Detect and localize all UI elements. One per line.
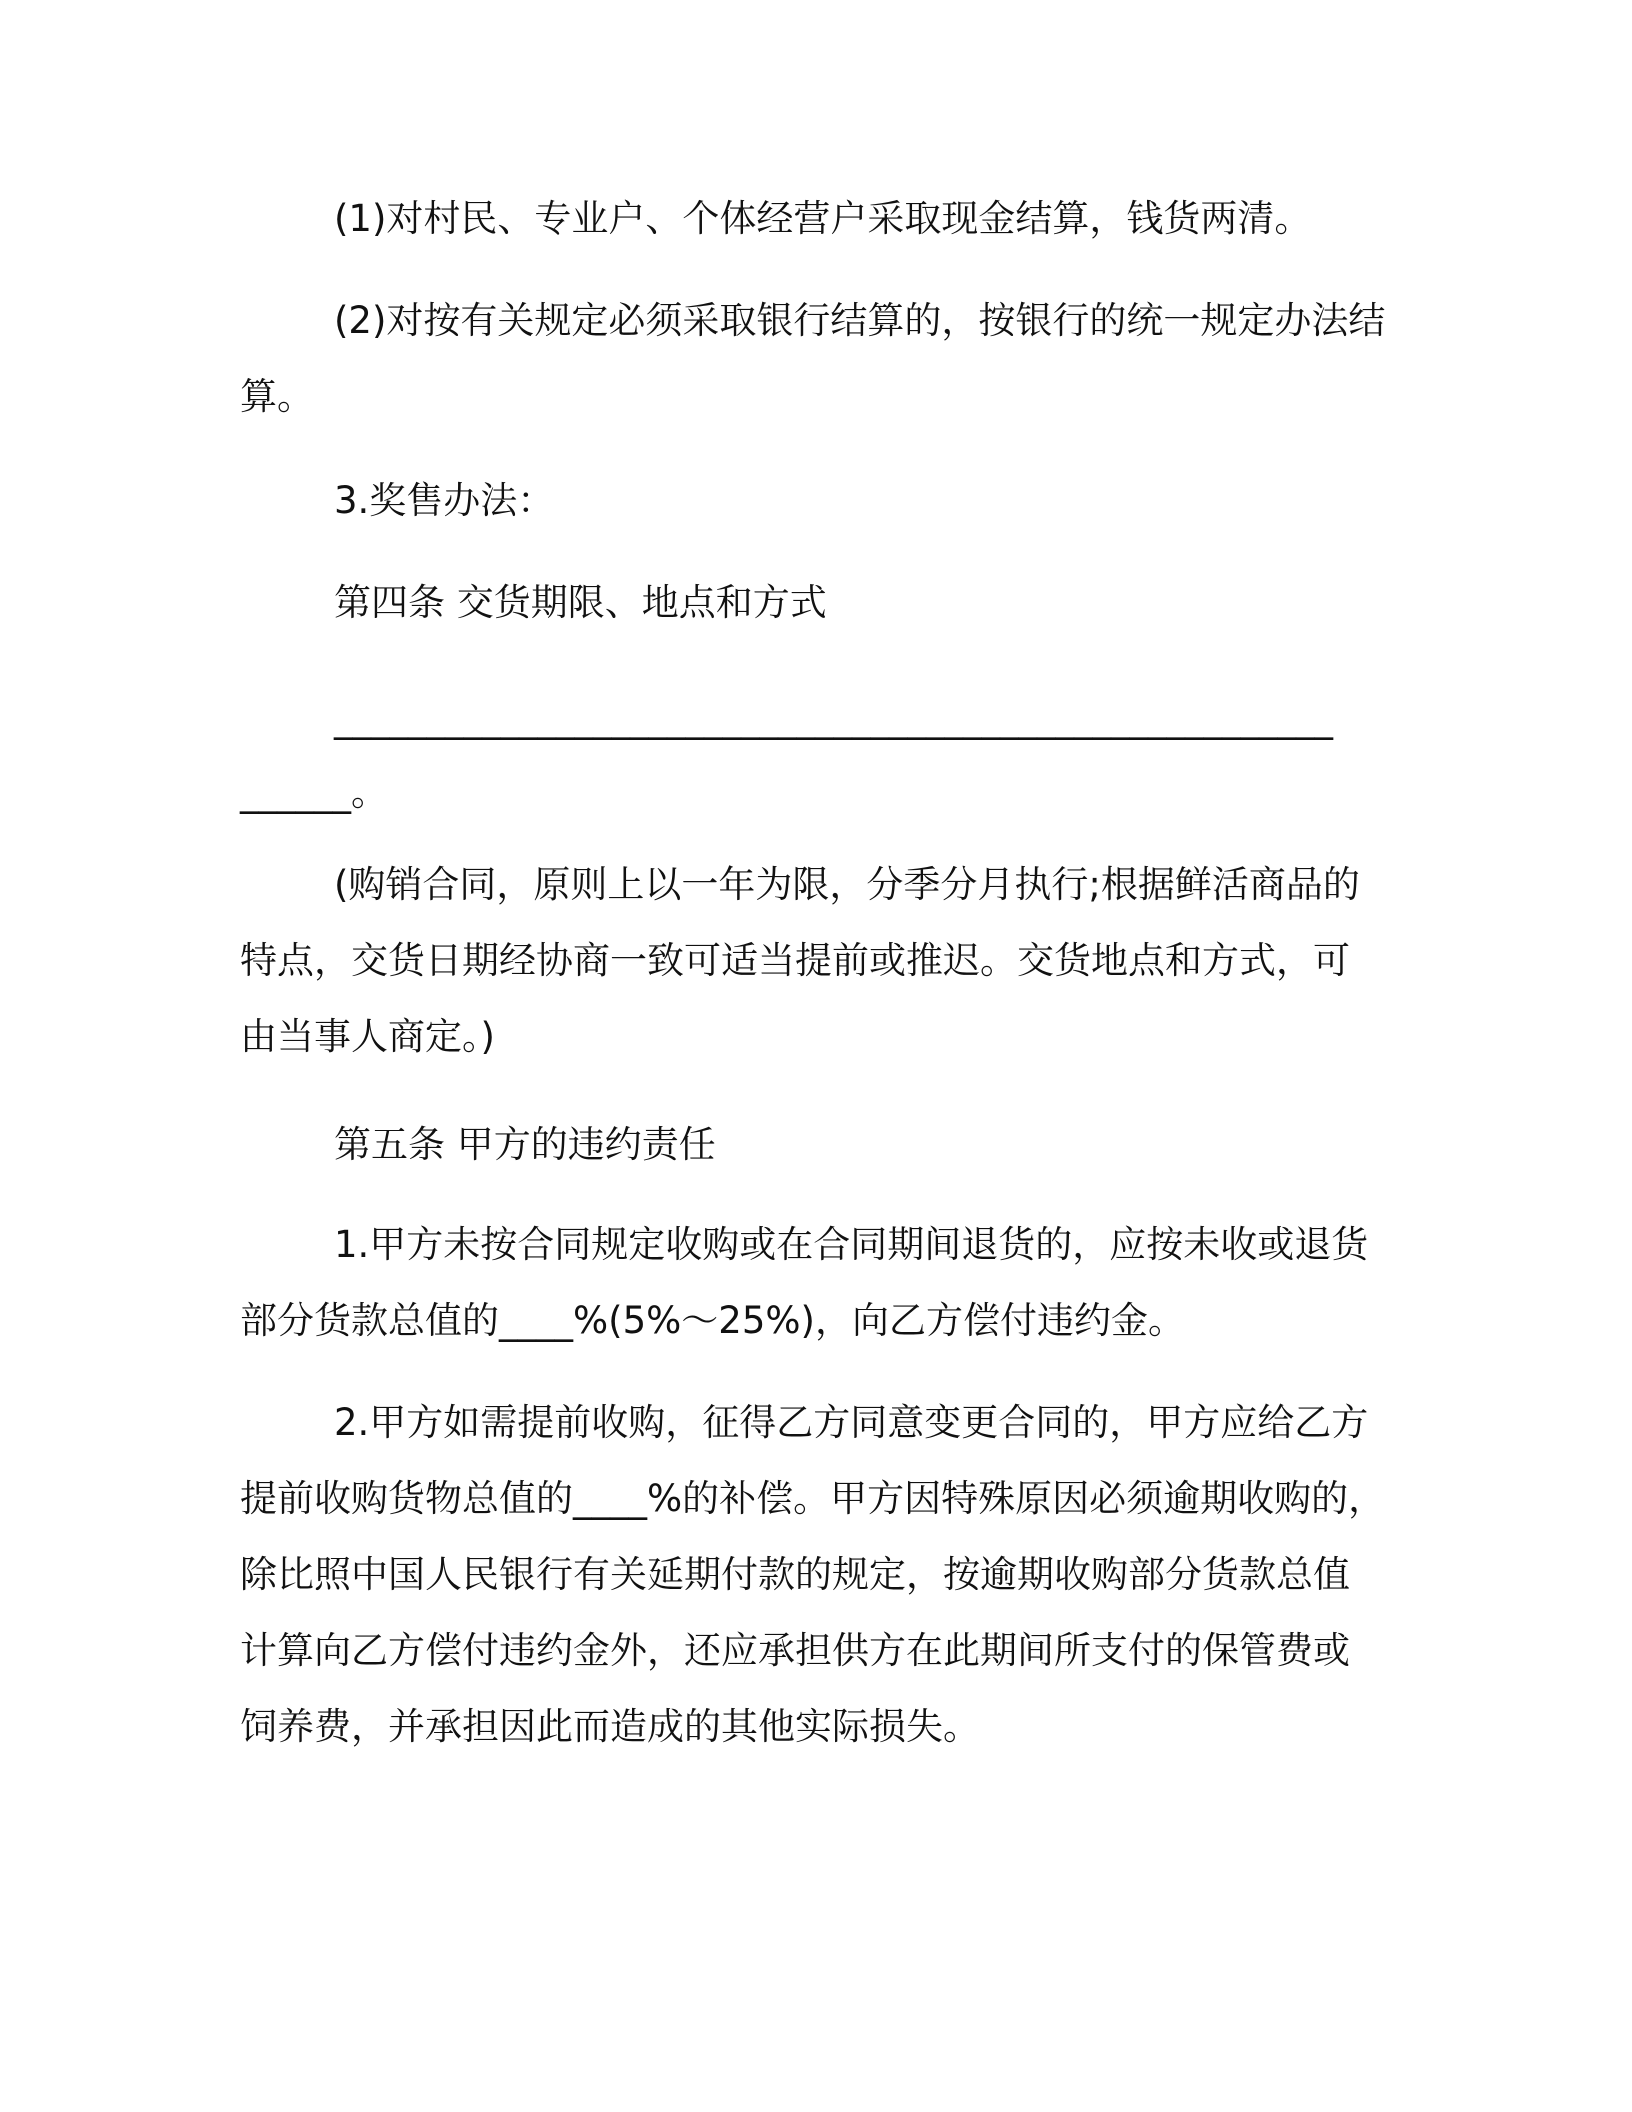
note-line1: (购销合同，原则上以一年为限，分季分月执行;根据鲜活商品的 <box>334 863 1360 906</box>
fill-in-blank-line1: ______________________________________________________ <box>334 697 1333 740</box>
clause-1-line1: 1.甲方未按合同规定收购或在合同期间退货的，应按未收或退货 <box>334 1223 1369 1266</box>
paragraph-bank-settlement-line2: 算。 <box>240 375 314 418</box>
clause-2-line2: 提前收购货物总值的____%的补偿。甲方因特殊原因必须逾期收购的， <box>240 1477 1386 1520</box>
clause-2-line1: 2.甲方如需提前收购，征得乙方同意变更合同的，甲方应给乙方 <box>334 1401 1369 1444</box>
note-line2: 特点，交货日期经协商一致可适当提前或推迟。交货地点和方式，可 <box>240 939 1350 982</box>
clause-2-line5: 饲养费，并承担因此而造成的其他实际损失。 <box>240 1705 980 1748</box>
clause-1-line2: 部分货款总值的____%(5%～25%)，向乙方偿付违约金。 <box>240 1299 1185 1342</box>
section-heading-article-5: 第五条 甲方的违约责任 <box>334 1123 716 1166</box>
note-line3: 由当事人商定。) <box>240 1015 495 1058</box>
clause-2-line4: 计算向乙方偿付违约金外，还应承担供方在此期间所支付的保管费或 <box>240 1629 1350 1672</box>
paragraph-bank-settlement-line1: (2)对按有关规定必须采取银行结算的，按银行的统一规定办法结 <box>334 299 1386 342</box>
paragraph-reward-method: 3.奖售办法： <box>334 479 555 522</box>
fill-in-blank-line2: ______。 <box>240 771 388 814</box>
section-heading-article-4: 第四条 交货期限、地点和方式 <box>334 581 827 624</box>
clause-2-line3: 除比照中国人民银行有关延期付款的规定，按逾期收购部分货款总值 <box>240 1553 1350 1596</box>
paragraph-cash-settlement: (1)对村民、专业户、个体经营户采取现金结算，钱货两清。 <box>334 197 1312 240</box>
